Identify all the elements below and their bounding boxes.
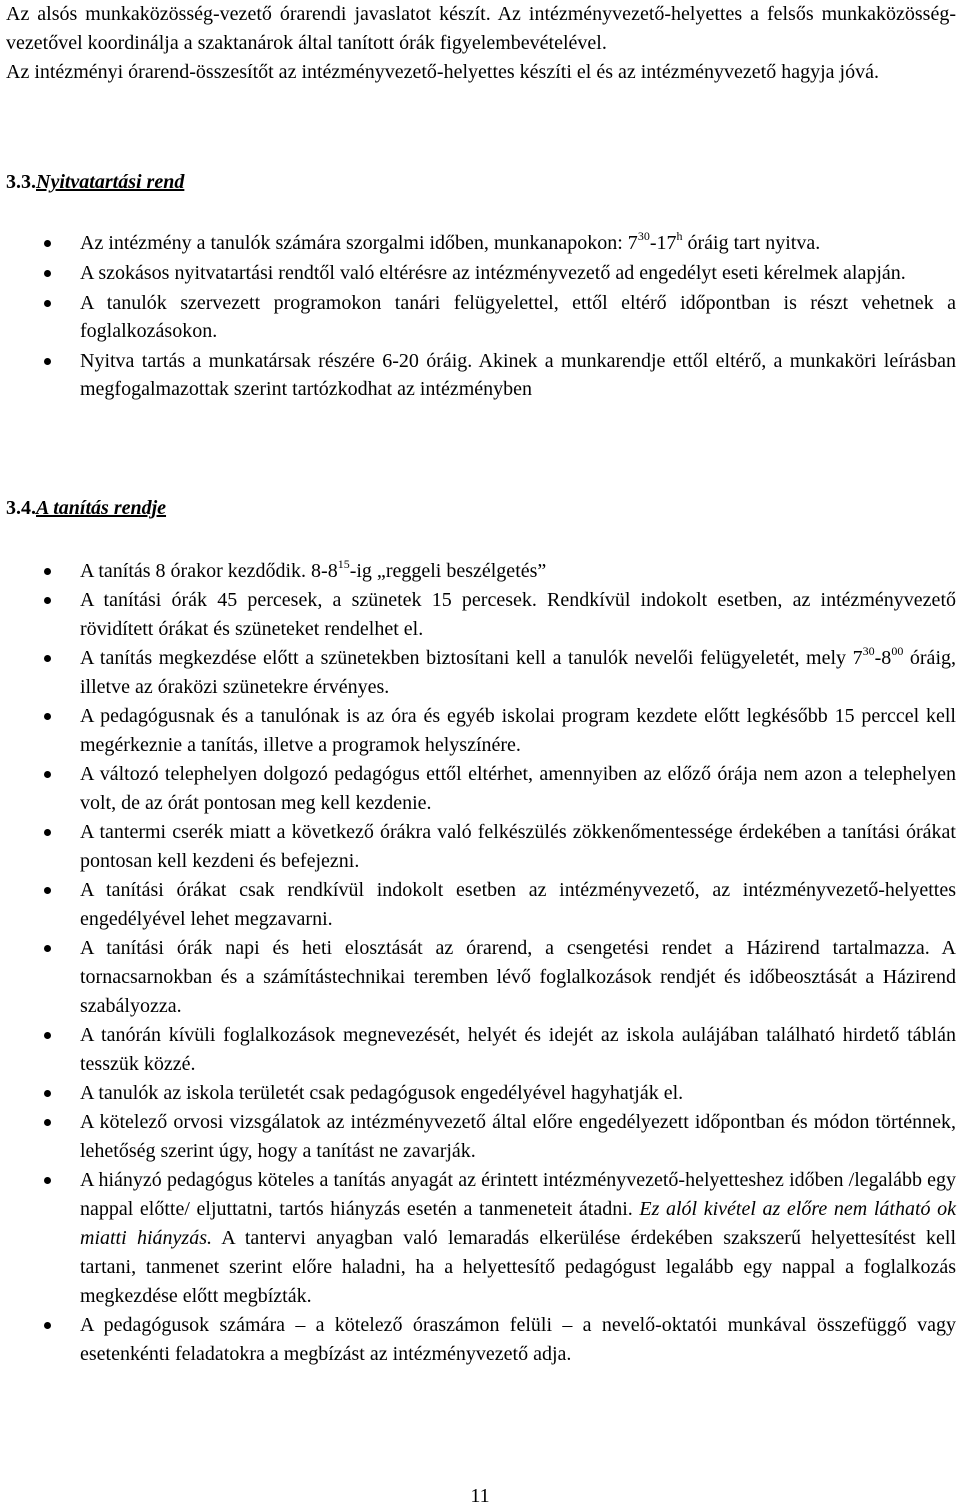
section-number: 3.3. bbox=[6, 171, 36, 193]
bullet-icon bbox=[44, 1322, 51, 1329]
list-item: A tanítási órákat csak rendkívül indokolt esetben az intézményvezető, az intézményvezető-helyettes engedélyével lehet megzavarni. bbox=[0, 876, 956, 934]
bullet-icon bbox=[44, 358, 51, 365]
list-item: A pedagógusok számára – a kötelező óraszámon felüli – a nevelő-oktatói munkával összefüggő vagy esetenkénti feladatokra a megbízást az intézményvezető adja. bbox=[0, 1311, 956, 1369]
list-item: A tanítási órák napi és heti elosztását az órarend, a csengetési rendet a Házirend tartalmazza. A tornacsarnokban és a számítástechnikai teremben lévő foglalkozások rendjét és időbeosztását a Házirend szabályozza. bbox=[0, 934, 956, 1021]
list-item: A tanítási órák 45 percesek, a szünetek 15 percesek. Rendkívül indokolt esetben, az intézményvezető rövidített órákat és szüneteket rendelhet el. bbox=[0, 586, 956, 644]
list-item: A tanórán kívüli foglalkozások megnevezését, helyét és idejét az iskola aulájában található hirdető táblán tesszük közzé. bbox=[0, 1021, 956, 1079]
bullet-icon bbox=[44, 300, 51, 307]
list-item: A tanítás 8 órakor kezdődik. $8-8^{15}-ig$ „reggeli beszélgetés” bbox=[0, 557, 956, 586]
intro-paragraph-2: Az intézményi órarend-összesítőt az intézményvezető-helyettes készíti el és az intézményvezető hagyja jóvá. bbox=[6, 61, 879, 83]
bullet-icon bbox=[44, 945, 51, 952]
list-item: A hiányzó pedagógus köteles a tanítás anyagát az érintett intézményvezető-helyetteshez időben /legalább egy nappal előtte/ eljuttatni, tartós hiányzás esetén a tanmeneteit átadni. Ez alól kivétel az előre nem látható ok miatti hiányzás. A tantervi anyagban való lemaradás elkerülése érdekében szakszerű helyettesítést kell tartani, tanmenet szerint előre haladni, ha a helyettesítő pedagógust legalább egy nappal a foglalkozás megkezdése előtt megbízták. bbox=[0, 1166, 956, 1311]
bullet-icon bbox=[44, 887, 51, 894]
bullet-icon bbox=[44, 597, 51, 604]
list-item: A tanítás megkezdése előtt a szünetekben biztosítani kell a tanulók nevelői felügyeletét, mely $7^{30}-8^{00}$ óráig, illetve az óraközi szünetekre érvényes. bbox=[0, 644, 956, 702]
bullet-icon bbox=[44, 655, 51, 662]
list-item: Nyitva tartás a munkatársak részére 6-20 óráig. Akinek a munkarendje ettől eltérő, a munkaköri leírásban megfogalmazottak szerint tartózkodhat az intézményben bbox=[0, 347, 956, 403]
bullet-icon bbox=[44, 713, 51, 720]
bullet-icon bbox=[44, 1119, 51, 1126]
bullet-icon bbox=[44, 568, 51, 575]
list-item: A pedagógusnak és a tanulónak is az óra és egyéb iskolai program kezdete előtt legkésőbb 15 perccel kell megérkeznie a tanítás, illetve a programok helyszínére. bbox=[0, 702, 956, 760]
bullet-icon bbox=[44, 1032, 51, 1039]
list-item: A tanulók szervezett programokon tanári felügyelettel, ettől eltérő időpontban is részt vehetnek a foglalkozásokon. bbox=[0, 289, 956, 345]
section-number: 3.4. bbox=[6, 497, 36, 519]
bullet-icon bbox=[44, 1090, 51, 1097]
section-heading-3-3 bbox=[6, 171, 184, 194]
list-item: Az intézmény a tanulók számára szorgalmi időben, munkanapokon: $7^{30}-17^h$ óráig tart nyitva. bbox=[0, 229, 956, 257]
intro-paragraph-1: Az alsós munkaközösség-vezető órarendi javaslatot készít. Az intézményvezető-helyettes a felsős munkaközösség-vezetővel koordinálja a szaktanárok által tanított órák figyelembevételével. bbox=[6, 3, 956, 54]
list-item: A szokásos nyitvatartási rendtől való eltérésre az intézményvezető ad engedélyt eseti kérelmek alapján. bbox=[0, 259, 956, 287]
page-number: 11 bbox=[470, 1485, 490, 1507]
section-heading-3-4 bbox=[6, 497, 166, 520]
list-item: A tanulók az iskola területét csak pedagógusok engedélyével hagyhatják el. bbox=[0, 1079, 956, 1108]
list-item: A kötelező orvosi vizsgálatok az intézményvezető által előre engedélyezett időpontban és módon történnek, lehetőség szerint úgy, hogy a tanítást ne zavarják. bbox=[0, 1108, 956, 1166]
opening-hours-list bbox=[0, 229, 956, 405]
bullet-icon bbox=[44, 240, 51, 247]
italic-note: Ez alól kivétel az előre nem látható ok miatti hiányzás. bbox=[80, 1198, 957, 1249]
bullet-icon bbox=[44, 1177, 51, 1184]
intro-text bbox=[6, 0, 956, 87]
list-item: A tantermi cserék miatt a következő órákra való felkészülés zökkenőmentessége érdekében a tanítási órákat pontosan kell kezdeni és befejezni. bbox=[0, 818, 956, 876]
list-item: A változó telephelyen dolgozó pedagógus ettől eltérhet, amennyiben az előző órája nem azon a telephelyen volt, de az órát pontosan meg kell kezdenie. bbox=[0, 760, 956, 818]
bullet-icon bbox=[44, 829, 51, 836]
bullet-icon bbox=[44, 771, 51, 778]
section-title: A tanítás rendje bbox=[36, 497, 167, 519]
section-title: Nyitvatartási rend bbox=[36, 171, 185, 193]
bullet-icon bbox=[44, 270, 51, 277]
teaching-order-list bbox=[0, 557, 956, 1369]
